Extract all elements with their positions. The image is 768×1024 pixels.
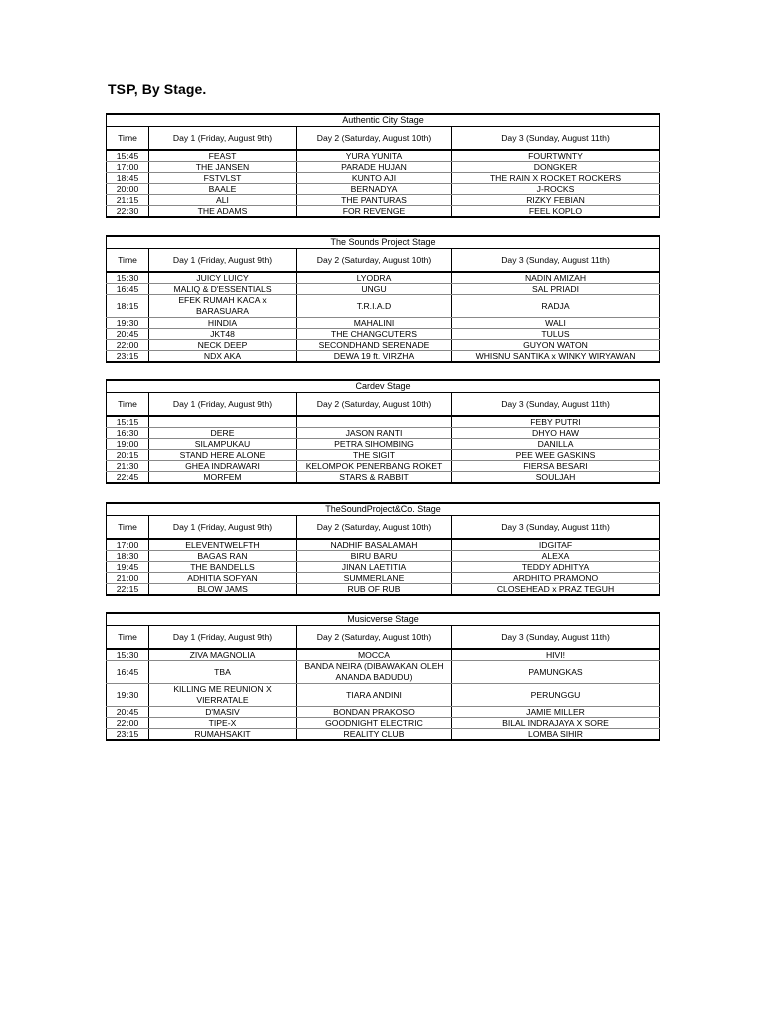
stage-name: TheSoundProject&Co. Stage	[107, 503, 660, 516]
day1-header: Day 1 (Friday, August 9th)	[149, 626, 297, 650]
day1-cell: MALIQ & D'ESSENTIALS	[149, 284, 297, 295]
table-row	[107, 461, 660, 472]
stage-table	[106, 612, 660, 741]
day1-cell: BAGAS RAN	[149, 551, 297, 562]
time-cell: 23:15	[107, 351, 149, 363]
day3-cell: DHYO HAW	[452, 428, 660, 439]
time-cell: 20:45	[107, 329, 149, 340]
time-cell: 15:30	[107, 272, 149, 284]
time-cell: 23:15	[107, 729, 149, 741]
day3-cell: IDGITAF	[452, 539, 660, 551]
day2-cell: PARADE HUJAN	[297, 162, 452, 173]
table-row	[107, 661, 660, 684]
time-cell: 20:45	[107, 707, 149, 718]
day2-cell: JASON RANTI	[297, 428, 452, 439]
day1-cell: TIPE-X	[149, 718, 297, 729]
table-row	[107, 284, 660, 295]
day3-header: Day 3 (Sunday, August 11th)	[452, 127, 660, 151]
day1-cell: D'MASIV	[149, 707, 297, 718]
day1-cell: BLOW JAMS	[149, 584, 297, 596]
day2-cell: T.R.I.A.D	[297, 295, 452, 318]
time-cell: 18:30	[107, 551, 149, 562]
day2-cell: KUNTO AJI	[297, 173, 452, 184]
time-cell: 15:45	[107, 150, 149, 162]
day3-cell: WHISNU SANTIKA x WINKY WIRYAWAN	[452, 351, 660, 363]
day2-cell: SUMMERLANE	[297, 573, 452, 584]
table-row	[107, 707, 660, 718]
day2-cell: THE PANTURAS	[297, 195, 452, 206]
day1-header: Day 1 (Friday, August 9th)	[149, 249, 297, 273]
day1-header: Day 1 (Friday, August 9th)	[149, 393, 297, 417]
day3-cell: PAMUNGKAS	[452, 661, 660, 684]
table-row	[107, 184, 660, 195]
day2-cell: LYODRA	[297, 272, 452, 284]
time-cell: 20:00	[107, 184, 149, 195]
day2-cell: DEWA 19 ft. VIRZHA	[297, 351, 452, 363]
time-cell: 16:45	[107, 661, 149, 684]
time-cell: 16:45	[107, 284, 149, 295]
table-row	[107, 329, 660, 340]
table-row	[107, 173, 660, 184]
time-cell: 18:45	[107, 173, 149, 184]
day1-header: Day 1 (Friday, August 9th)	[149, 127, 297, 151]
table-row	[107, 351, 660, 363]
day2-header: Day 2 (Saturday, August 10th)	[297, 249, 452, 273]
day1-cell: KILLING ME REUNION X VIERRATALE	[149, 684, 297, 707]
time-cell: 22:15	[107, 584, 149, 596]
table-row	[107, 272, 660, 284]
table-row	[107, 295, 660, 318]
table-row	[107, 584, 660, 596]
day3-cell: TEDDY ADHITYA	[452, 562, 660, 573]
time-cell: 15:30	[107, 649, 149, 661]
day3-header: Day 3 (Sunday, August 11th)	[452, 393, 660, 417]
day1-cell: ELEVENTWELFTH	[149, 539, 297, 551]
day3-cell: J-ROCKS	[452, 184, 660, 195]
table-row	[107, 206, 660, 218]
table-row	[107, 439, 660, 450]
table-row	[107, 472, 660, 484]
day3-header: Day 3 (Sunday, August 11th)	[452, 626, 660, 650]
day2-cell: FOR REVENGE	[297, 206, 452, 218]
time-cell: 22:30	[107, 206, 149, 218]
day3-cell: PEE WEE GASKINS	[452, 450, 660, 461]
day3-cell: FEBY PUTRI	[452, 416, 660, 428]
day1-cell: TBA	[149, 661, 297, 684]
day2-cell: MAHALINI	[297, 318, 452, 329]
time-cell: 17:00	[107, 162, 149, 173]
day2-cell: SECONDHAND SERENADE	[297, 340, 452, 351]
day3-cell: ALEXA	[452, 551, 660, 562]
day2-cell: BERNADYA	[297, 184, 452, 195]
day2-cell: RUB OF RUB	[297, 584, 452, 596]
time-header: Time	[107, 249, 149, 273]
day3-cell: FEEL KOPLO	[452, 206, 660, 218]
day1-cell: JKT48	[149, 329, 297, 340]
table-row	[107, 150, 660, 162]
day1-cell: SILAMPUKAU	[149, 439, 297, 450]
day3-cell: SAL PRIADI	[452, 284, 660, 295]
table-row	[107, 416, 660, 428]
day2-cell: BIRU BARU	[297, 551, 452, 562]
time-header: Time	[107, 393, 149, 417]
time-cell: 19:00	[107, 439, 149, 450]
table-row	[107, 195, 660, 206]
day3-cell: LOMBA SIHIR	[452, 729, 660, 741]
day3-cell: JAMIE MILLER	[452, 707, 660, 718]
day3-cell: RADJA	[452, 295, 660, 318]
time-cell: 19:30	[107, 684, 149, 707]
day1-cell: DERE	[149, 428, 297, 439]
table-row	[107, 562, 660, 573]
time-cell: 16:30	[107, 428, 149, 439]
day3-cell: PERUNGGU	[452, 684, 660, 707]
day3-cell: NADIN AMIZAH	[452, 272, 660, 284]
day3-cell: RIZKY FEBIAN	[452, 195, 660, 206]
day2-cell: MOCCA	[297, 649, 452, 661]
day3-cell: CLOSEHEAD x PRAZ TEGUH	[452, 584, 660, 596]
day2-cell: NADHIF BASALAMAH	[297, 539, 452, 551]
day1-cell: STAND HERE ALONE	[149, 450, 297, 461]
day1-cell: FEAST	[149, 150, 297, 162]
day3-cell: FOURTWNTY	[452, 150, 660, 162]
day1-cell: EFEK RUMAH KACA x BARASUARA	[149, 295, 297, 318]
day1-cell: THE JANSEN	[149, 162, 297, 173]
stage-name: The Sounds Project Stage	[107, 236, 660, 249]
day3-cell: SOULJAH	[452, 472, 660, 484]
day2-header: Day 2 (Saturday, August 10th)	[297, 393, 452, 417]
time-header: Time	[107, 127, 149, 151]
day2-cell: UNGU	[297, 284, 452, 295]
document-title: TSP, By Stage.	[108, 81, 207, 97]
day1-cell: JUICY LUICY	[149, 272, 297, 284]
day2-cell: BONDAN PRAKOSO	[297, 707, 452, 718]
stage-table	[106, 379, 660, 484]
day1-cell: HINDIA	[149, 318, 297, 329]
table-row	[107, 573, 660, 584]
table-row	[107, 450, 660, 461]
day2-cell: KELOMPOK PENERBANG ROKET	[297, 461, 452, 472]
time-cell: 17:00	[107, 539, 149, 551]
stage-name: Musicverse Stage	[107, 613, 660, 626]
time-cell: 19:45	[107, 562, 149, 573]
day2-cell: YURA YUNITA	[297, 150, 452, 162]
day2-cell: PETRA SIHOMBING	[297, 439, 452, 450]
day1-cell: THE BANDELLS	[149, 562, 297, 573]
time-cell: 22:00	[107, 340, 149, 351]
day2-cell: TIARA ANDINI	[297, 684, 452, 707]
table-row	[107, 718, 660, 729]
time-cell: 20:15	[107, 450, 149, 461]
day1-cell: THE ADAMS	[149, 206, 297, 218]
day1-cell: GHEA INDRAWARI	[149, 461, 297, 472]
day3-cell: WALI	[452, 318, 660, 329]
day3-cell: DANILLA	[452, 439, 660, 450]
day1-cell: RUMAHSAKIT	[149, 729, 297, 741]
table-row	[107, 649, 660, 661]
day2-cell: STARS & RABBIT	[297, 472, 452, 484]
table-row	[107, 428, 660, 439]
day2-cell: GOODNIGHT ELECTRIC	[297, 718, 452, 729]
day3-header: Day 3 (Sunday, August 11th)	[452, 516, 660, 540]
stage-table	[106, 113, 660, 218]
day1-cell: BAALE	[149, 184, 297, 195]
time-cell: 18:15	[107, 295, 149, 318]
time-cell: 21:15	[107, 195, 149, 206]
day2-cell: THE SIGIT	[297, 450, 452, 461]
table-row	[107, 684, 660, 707]
stage-table	[106, 235, 660, 363]
time-cell: 22:45	[107, 472, 149, 484]
day2-cell	[297, 416, 452, 428]
time-cell: 15:15	[107, 416, 149, 428]
day1-cell: MORFEM	[149, 472, 297, 484]
day3-header: Day 3 (Sunday, August 11th)	[452, 249, 660, 273]
day1-cell: NDX AKA	[149, 351, 297, 363]
day3-cell: FIERSA BESARI	[452, 461, 660, 472]
day2-cell: THE CHANGCUTERS	[297, 329, 452, 340]
day3-cell: GUYON WATON	[452, 340, 660, 351]
day3-cell: DONGKER	[452, 162, 660, 173]
day3-cell: BILAL INDRAJAYA X SORE	[452, 718, 660, 729]
table-row	[107, 539, 660, 551]
table-row	[107, 340, 660, 351]
day2-cell: REALITY CLUB	[297, 729, 452, 741]
table-row	[107, 318, 660, 329]
day2-header: Day 2 (Saturday, August 10th)	[297, 127, 452, 151]
day1-cell: FSTVLST	[149, 173, 297, 184]
day2-header: Day 2 (Saturday, August 10th)	[297, 516, 452, 540]
day3-cell: HIVI!	[452, 649, 660, 661]
day1-cell: ADHITIA SOFYAN	[149, 573, 297, 584]
day1-cell: ZIVA MAGNOLIA	[149, 649, 297, 661]
day2-cell: JINAN LAETITIA	[297, 562, 452, 573]
day3-cell: TULUS	[452, 329, 660, 340]
time-cell: 21:30	[107, 461, 149, 472]
stage-name: Authentic City Stage	[107, 114, 660, 127]
day2-header: Day 2 (Saturday, August 10th)	[297, 626, 452, 650]
time-cell: 22:00	[107, 718, 149, 729]
time-cell: 19:30	[107, 318, 149, 329]
day1-header: Day 1 (Friday, August 9th)	[149, 516, 297, 540]
day2-cell: BANDA NEIRA (DIBAWAKAN OLEH ANANDA BADUDU)	[297, 661, 452, 684]
day1-cell: ALI	[149, 195, 297, 206]
table-row	[107, 729, 660, 741]
stage-table	[106, 502, 660, 596]
time-header: Time	[107, 516, 149, 540]
time-cell: 21:00	[107, 573, 149, 584]
day3-cell: THE RAIN X ROCKET ROCKERS	[452, 173, 660, 184]
table-row	[107, 162, 660, 173]
day3-cell: ARDHITO PRAMONO	[452, 573, 660, 584]
time-header: Time	[107, 626, 149, 650]
stage-name: Cardev Stage	[107, 380, 660, 393]
day1-cell	[149, 416, 297, 428]
table-row	[107, 551, 660, 562]
day1-cell: NECK DEEP	[149, 340, 297, 351]
